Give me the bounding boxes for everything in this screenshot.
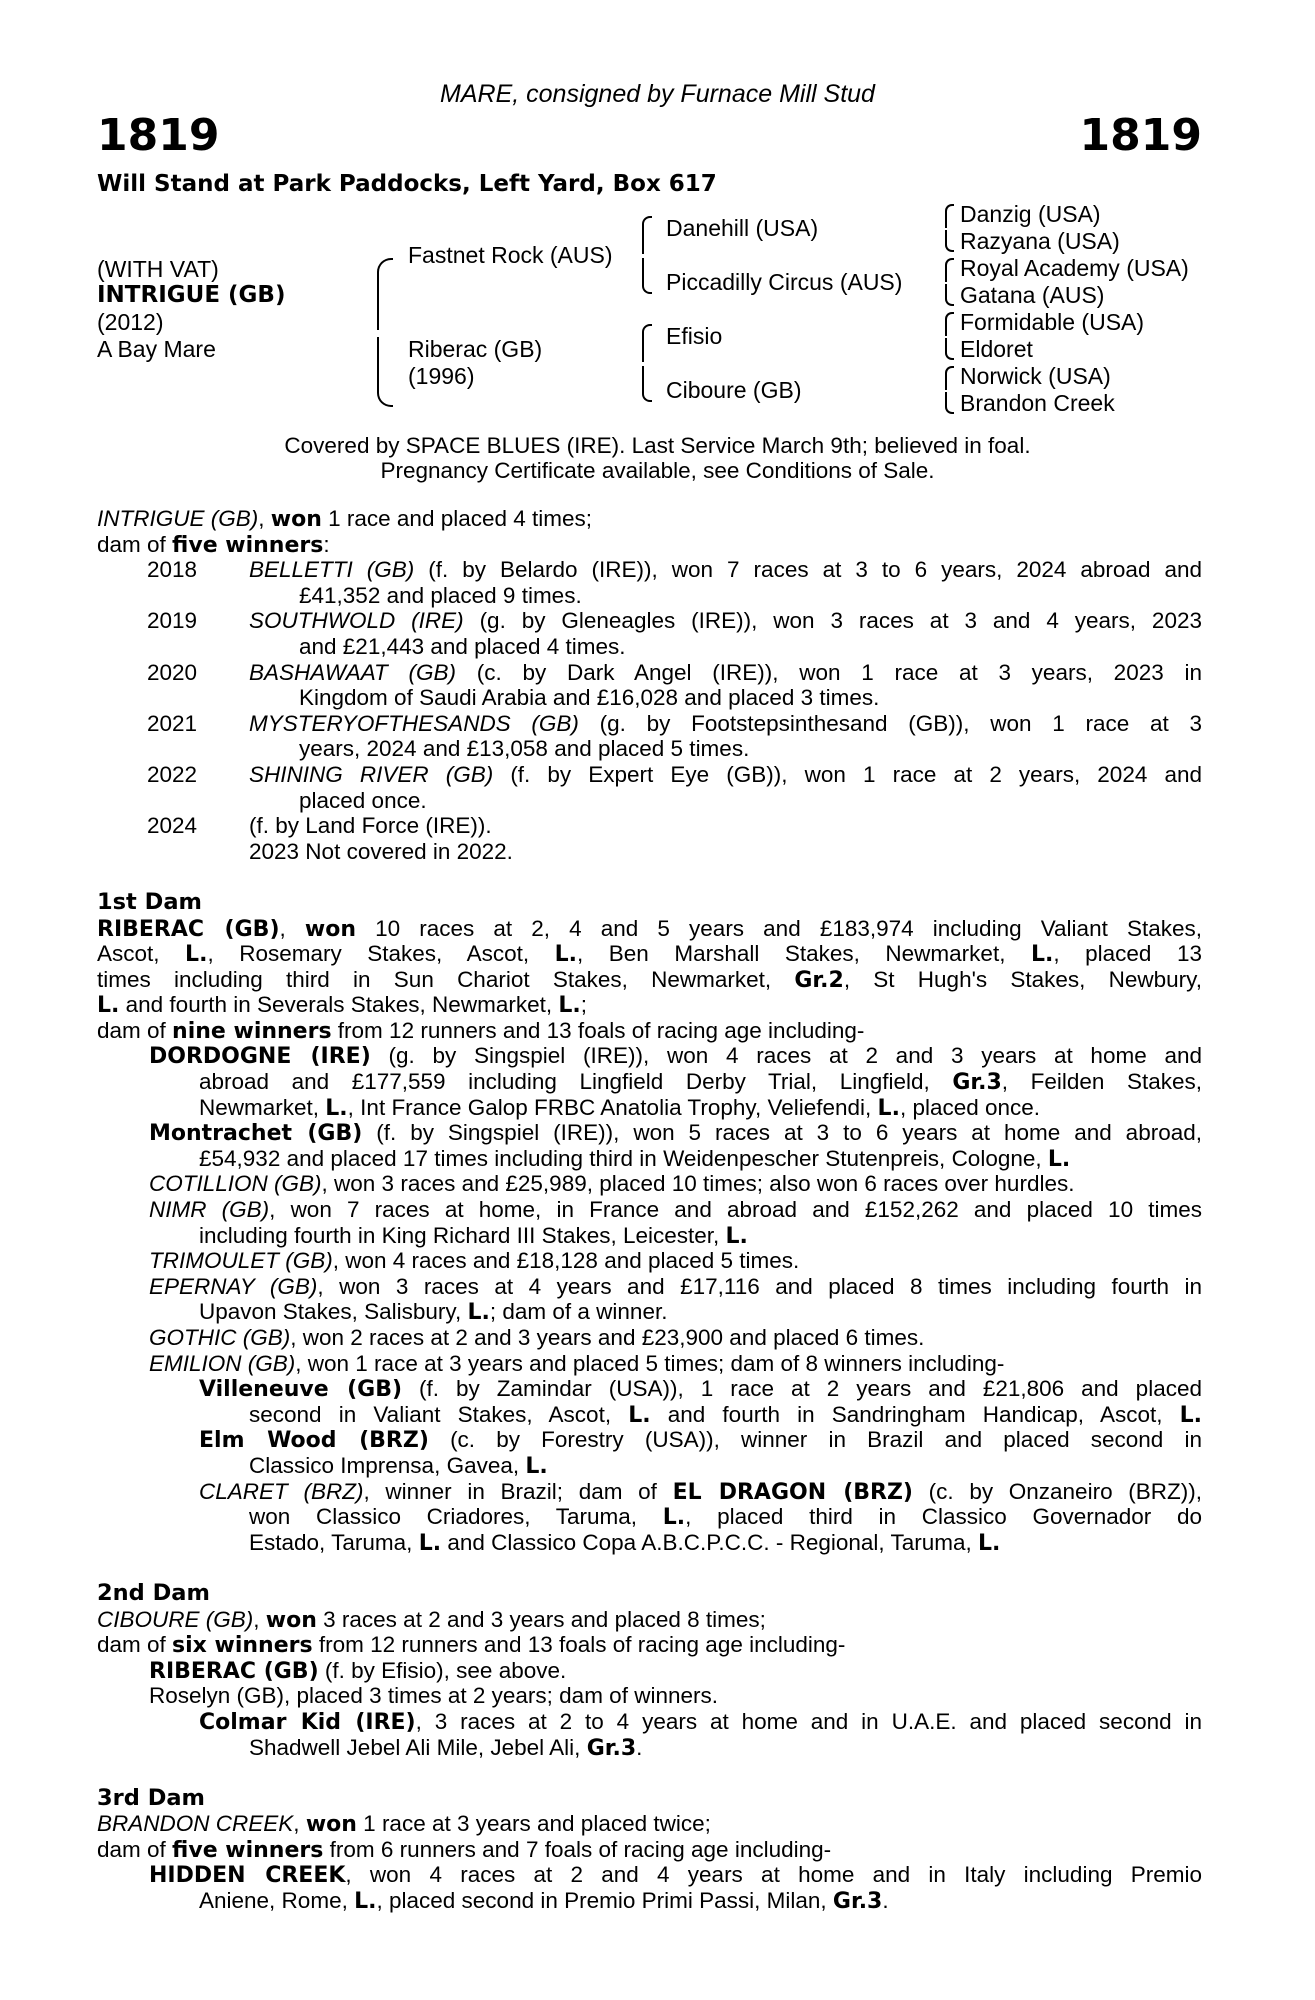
first-dam-heading: 1st Dam — [97, 888, 202, 915]
claret-line-3: Estado, Taruma, L. and Classico Copa A.B.C.P.C.C. - Regional, Taruma, L. — [249, 1529, 1001, 1556]
villeneuve-line-2: second in Valiant Stakes, Ascot, L. and fourth in Sandringham Handicap, Ascot, L. — [249, 1401, 1202, 1428]
dam-sire: Efisio — [666, 323, 723, 349]
ggp-brace-2b — [945, 284, 954, 306]
third-dam-line-1: BRANDON CREEK, won 1 race at 3 years and placed twice; — [97, 1811, 711, 1838]
colmar-kid-line-2: Shadwell Jebel Ali Mile, Jebel Ali, Gr.3. — [249, 1734, 643, 1761]
mare-dam-of: dam of five winners: — [97, 531, 330, 558]
mare-record: INTRIGUE (GB), won 1 race and placed 4 times; — [97, 506, 593, 532]
claret-line-2: won Classico Criadores, Taruma, L., placed third in Classico Governador do — [249, 1504, 1202, 1531]
ggp-brace-1a — [945, 204, 954, 228]
epernay-line-2: Upavon Stakes, Salisbury, L.; dam of a winner. — [199, 1299, 668, 1326]
epernay-line-1: EPERNAY (GB), won 3 races at 4 years and £17,116 and placed 8 times including fourth in — [149, 1273, 1202, 1299]
produce-2022: 2022 SHINING RIVER (GB) (f. by Expert Eye (GB)), won 1 race at 2 years, 2024 and — [147, 761, 1202, 787]
first-dam-line-4: L. and fourth in Severals Stakes, Newmarket, L.; — [97, 992, 587, 1019]
pedigree-brace-top — [377, 258, 393, 330]
second-dam-line-1: CIBOURE (GB), won 3 races at 2 and 3 years and placed 8 times; — [97, 1606, 766, 1633]
dam: Riberac (GB) — [408, 336, 543, 362]
ggp-brace-4b — [945, 392, 954, 414]
sire-dam: Piccadilly Circus (AUS) — [666, 269, 903, 295]
ggp-8: Brandon Creek — [960, 390, 1115, 416]
ggp-brace-1b — [945, 230, 954, 252]
ggp-brace-3b — [945, 338, 954, 360]
sire-sire: Danehill (USA) — [666, 215, 819, 241]
ggp-3: Royal Academy (USA) — [960, 255, 1189, 281]
dordogne-line-3: Newmarket, L., Int France Galop FRBC Anatolia Trophy, Veliefendi, L., placed once. — [199, 1094, 1041, 1121]
dam-dam: Ciboure (GB) — [666, 377, 802, 403]
covered-line-2: Pregnancy Certificate available, see Conditions of Sale. — [380, 458, 935, 483]
emilion-line: EMILION (GB), won 1 race at 3 years and placed 5 times; dam of 8 winners including- — [149, 1350, 1005, 1376]
first-dam-line-2: Ascot, L., Rosemary Stakes, Ascot, L., Ben Marshall Stakes, Newmarket, L., placed 13 — [97, 941, 1202, 968]
catalogue-body: INTRIGUE (GB), won 1 race and placed 4 times; dam of five winners: 2018 BELLETTI (GB) (f. by Belardo (IRE)), won 7 races at 3 to 6 years, 2024 abroad and £41,352 and placed 9 times. 2019 SOUTHWOLD (IRE) (g. by Gleneagles (IRE)), won 3 races at 3 and 4 years, 2023 and £21,443 and placed 4 times. 2020 BASHAWAAT (GB) (c. by Dark Angel (IRE)), won 1 race at 3 years, 2023 in Kingdom of Saudi Arabia and £16,028 and placed 3 times. 2021 MYSTERYOFTHESANDS (GB) (g. by Footstepsinthesand (GB)), won 1 race at 3 years, 2024 and £13,058 and placed 5 times. 2022 SHINING RIVER (GB) (f. by Expert Eye (GB)), won 1 race at 2 years, 2024 and placed once. 2024 (f. by Land Force (IRE)). 2023 Not covered in 2022. 1st Dam RIBERAC (GB), won 10 races at 2, 4 and 5 years and £183,974 including Valiant Stakes, Ascot, L., Rosemary Stakes, Ascot, L., Ben Marshall Stakes, Newmarket, L., placed 13 times including third in Sun Chariot Stakes, Newmarket, Gr.2, St Hugh's Stakes, Newbury, L. and fourth in Severals Stakes, Newmarket, L.; dam of nine winners from 12 runners and 13 foals of racing age including- DORDOGNE (IRE) (g. by Singspiel (IRE)), won 4 races at 2 and 3 years at home and abroad and £177,559 including Lingfield Derby Trial, Lingfield, Gr.3, Feilden Stakes, Newmarket, L., Int France Galop FRBC Anatolia Trophy, Veliefendi, L., placed once. Montrachet (GB) (f. by Singspiel (IRE)), won 5 races at 3 to 6 years at home and abroad, £54,932 and placed 17 times including third in Weidenpescher Stutenpreis, Cologne, L. COTILLION (GB), won 3 races and £25,989, placed 10 times; also won 6 races over hurdles. NIMR (GB), won 7 races at home, in France and abroad and £152,262 and placed 10 times including fourth in King Richard III Stakes, Leicester, L. TRIMOULET (GB), won 4 races and £18,128 and placed 5 times. EPERNAY (GB), won 3 races at 4 years and £17,116 and placed 8 times including fourth in Upavon Stakes, Salisbury, L.; dam of a winner. GOTHIC (GB), won 2 races at 2 and 3 years and £23,900 and placed 6 times. EMILION (GB), won 1 race at 3 years and placed 5 times; dam of 8 winners including- Villeneuve (GB) (f. by Zamindar (USA)), 1 race at 2 years and £21,806 and placed second in Valiant Stakes, Ascot, L. and fourth in Sandringham Handicap, Ascot, L. Elm Wood (BRZ) (c. by Forestry (USA)), winner in Brazil and placed second in Classico Imprensa, Gavea, L. CLARET (BRZ), winner in Brazil; dam of EL DRAGON (BRZ) (c. by Onzaneiro (BRZ)), won Classico Criadores, Taruma, L., placed third in Classico Governador do Estado, Taruma, L. and Classico Copa A.B.C.P.C.C. - Regional, Taruma, L. 2nd Dam CIBOURE (GB), won 3 races at 2 and 3 years and placed 8 times; dam of six winners from 12 runners and 13 foals of racing age including- RIBERAC (GB) (f. by Efisio), see above. Roselyn (GB), placed 3 times at 2 years; dam of winners. Colmar Kid (IRE), 3 races at 2 to 4 years at home and in U.A.E. and placed second in Shadwell Jebel Ali Mile, Jebel Ali, Gr.3. 3rd Dam BRANDON CREEK, won 1 race at 3 years and placed twice; dam of five winners from 6 runners and 7 foals of racing age including- HIDDEN CREEK, won 4 races at 2 and 4 years at home and in Italy including Premio Aniene, Rome, L., placed second in Premio Primi Passi, Milan, Gr.3. — [97, 506, 1203, 1915]
trimoulet-line: TRIMOULET (GB), won 4 races and £18,128 and placed 5 times. — [149, 1248, 800, 1274]
cotillion-line: COTILLION (GB), won 3 races and £25,989, placed 10 times; also won 6 races over hurdles. — [149, 1171, 1075, 1197]
first-dam-line-3: times including third in Sun Chariot Stakes, Newmarket, Gr.2, St Hugh's Stakes, Newbury, — [97, 966, 1202, 993]
vat-note: (WITH VAT) — [97, 256, 219, 282]
produce-2024: 2024 (f. by Land Force (IRE)). — [147, 813, 492, 839]
second-dam-heading: 2nd Dam — [97, 1579, 210, 1606]
montrachet-line-1: Montrachet (GB) (f. by Singspiel (IRE)), won 5 races at 3 to 6 years at home and abroad, — [149, 1120, 1202, 1147]
dam-brace-top — [642, 324, 652, 362]
dordogne-line-2: abroad and £177,559 including Lingfield Derby Trial, Lingfield, Gr.3, Feilden Stakes, — [199, 1069, 1202, 1096]
roselyn-line: Roselyn (GB), placed 3 times at 2 years; dam of winners. — [149, 1683, 718, 1709]
ggp-6: Eldoret — [960, 336, 1033, 362]
produce-2020: 2020 BASHAWAAT (GB) (c. by Dark Angel (IRE)), won 1 race at 3 years, 2023 in — [147, 659, 1202, 685]
second-dam-line-2: dam of six winners from 12 runners and 13 foals of racing age including- — [97, 1632, 846, 1659]
first-dam-line-5: dam of nine winners from 12 runners and 13 foals of racing age including- — [97, 1017, 865, 1044]
lot-number-left: 1819 — [97, 110, 220, 161]
third-dam-heading: 3rd Dam — [97, 1784, 205, 1811]
ggp-brace-2a — [945, 258, 954, 282]
dordogne-line-1: DORDOGNE (IRE) (g. by Singspiel (IRE)), won 4 races at 2 and 3 years at home and — [149, 1043, 1202, 1070]
first-dam-line-1: RIBERAC (GB), won 10 races at 2, 4 and 5 years and £183,974 including Valiant Stakes, — [97, 915, 1202, 942]
ggp-4: Gatana (AUS) — [960, 282, 1105, 308]
elm-wood-line-1: Elm Wood (BRZ) (c. by Forestry (USA)), winner in Brazil and placed second in — [199, 1427, 1203, 1454]
horse-year: (2012) — [97, 309, 164, 335]
gothic-line: GOTHIC (GB), won 2 races at 2 and 3 years and £23,900 and placed 6 times. — [149, 1325, 925, 1350]
nimr-line-2: including fourth in King Richard III Stakes, Leicester, L. — [199, 1222, 748, 1249]
produce-2021: 2021 MYSTERYOFTHESANDS (GB) (g. by Footstepsinthesand (GB)), won 1 race at 3 — [147, 710, 1202, 736]
ggp-5: Formidable (USA) — [960, 309, 1145, 335]
consignment-line: MARE, consigned by Furnace Mill Stud — [440, 80, 875, 108]
villeneuve-line-1: Villeneuve (GB) (f. by Zamindar (USA)), 1 race at 2 years and £21,806 and placed — [199, 1376, 1202, 1403]
horse-description: A Bay Mare — [97, 336, 216, 362]
ggp-brace-4a — [945, 366, 954, 390]
third-dam-line-2: dam of five winners from 6 runners and 7 foals of racing age including- — [97, 1836, 832, 1863]
ggp-7: Norwick (USA) — [960, 363, 1111, 389]
produce-2018: 2018 BELLETTI (GB) (f. by Belardo (IRE)), won 7 races at 3 to 6 years, 2024 abroad and — [147, 557, 1202, 583]
hidden-creek-line-2: Aniene, Rome, L., placed second in Premio Primi Passi, Milan, Gr.3. — [199, 1888, 889, 1915]
covered-line-1: Covered by SPACE BLUES (IRE). Last Service March 9th; believed in foal. — [284, 433, 1031, 458]
hidden-creek-line-1: HIDDEN CREEK, won 4 races at 2 and 4 years at home and in Italy including Premio — [149, 1862, 1202, 1889]
produce-2019: 2019 SOUTHWOLD (IRE) (g. by Gleneagles (IRE)), won 3 races at 3 and 4 years, 2023 — [147, 608, 1202, 634]
ggp-1: Danzig (USA) — [960, 201, 1101, 227]
ggp-brace-3a — [945, 312, 954, 336]
sire-brace-bottom — [642, 258, 652, 294]
lot-number-right: 1819 — [1079, 110, 1202, 161]
montrachet-line-2: £54,932 and placed 17 times including third in Weidenpescher Stutenpreis, Cologne, L. — [199, 1145, 1071, 1172]
stand-location: Will Stand at Park Paddocks, Left Yard, Box 617 — [97, 171, 717, 197]
sire: Fastnet Rock (AUS) — [408, 242, 613, 268]
horse-name: INTRIGUE (GB) — [97, 282, 286, 308]
not-covered-note: 2023 Not covered in 2022. — [249, 838, 513, 864]
claret-line-1: CLARET (BRZ), winner in Brazil; dam of EL DRAGON (BRZ) (c. by Onzaneiro (BRZ)), — [199, 1478, 1202, 1505]
ggp-2: Razyana (USA) — [960, 228, 1120, 254]
dam-brace-bottom — [642, 366, 652, 402]
riberac-ref-line: RIBERAC (GB) (f. by Efisio), see above. — [149, 1657, 567, 1684]
sire-brace-top — [642, 216, 652, 254]
dam-year: (1996) — [408, 363, 475, 389]
elm-wood-line-2: Classico Imprensa, Gavea, L. — [249, 1452, 548, 1479]
nimr-line-1: NIMR (GB), won 7 races at home, in France and abroad and £152,262 and placed 10 times — [149, 1197, 1202, 1223]
pedigree-brace-bottom — [377, 337, 393, 407]
colmar-kid-line-1: Colmar Kid (IRE), 3 races at 2 to 4 years at home and in U.A.E. and placed second in — [199, 1708, 1202, 1735]
